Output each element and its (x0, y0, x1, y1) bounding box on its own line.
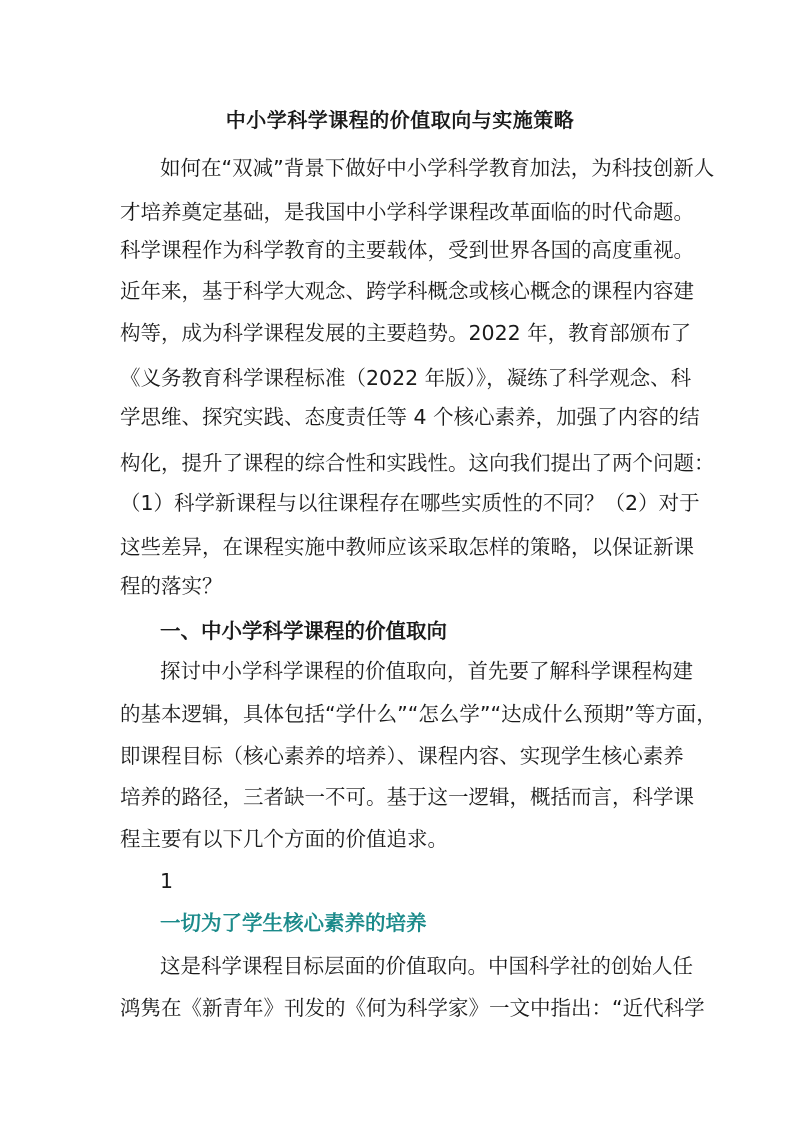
paragraph-line: 培养的路径，三者缺一不可。基于这一逻辑，概括而言，科学课 (120, 785, 694, 809)
paragraph-line: 探讨中小学科学课程的价值取向，首先要了解科学课程构建 (160, 659, 693, 683)
paragraph-line: 即课程目标（核心素养的培养）、课程内容、实现学生核心素养 (120, 744, 684, 768)
subsection-heading: 一切为了学生核心素养的培养 (160, 911, 427, 935)
paragraph-line: （1）科学新课程与以往课程存在哪些实质性的不同？（2）对于 (120, 491, 700, 515)
paragraph-line: 如何在“双减”背景下做好中小学科学教育加法，为科技创新人 (160, 156, 715, 180)
section-heading: 一、中小学科学课程的价值取向 (160, 619, 447, 643)
paragraph-line: 程主要有以下几个方面的价值追求。 (120, 827, 448, 851)
paragraph-line: 才培养奠定基础，是我国中小学科学课程改革面临的时代命题。 (120, 200, 694, 224)
paragraph-line: 这些差异，在课程实施中教师应该采取怎样的策略，以保证新课 (120, 535, 694, 559)
paragraph-line: 程的落实？ (120, 574, 223, 598)
paragraph-line: 这是科学课程目标层面的价值取向。中国科学社的创始人任 (160, 954, 693, 978)
paragraph-line: 近年来，基于科学大观念、跨学科概念或核心概念的课程内容建 (120, 279, 694, 303)
document-title: 中小学科学课程的价值取向与实施策略 (225, 108, 575, 132)
subsection-number: 1 (160, 869, 174, 893)
paragraph-line: 《义务教育科学课程标准（2022 年版）》，凝练了科学观念、科 (120, 366, 692, 390)
paragraph-line: 学思维、探究实践、态度责任等 4 个核心素养，加强了内容的结 (120, 405, 700, 429)
paragraph-line: 构化，提升了课程的综合性和实践性。这向我们提出了两个问题： (120, 451, 715, 475)
paragraph-line: 构等，成为科学课程发展的主要趋势。2022 年，教育部颁布了 (120, 321, 692, 345)
paragraph-line: 鸿隽在《新青年》刊发的《何为科学家》一文中指出：“近代科学 (120, 996, 705, 1020)
paragraph-line: 的基本逻辑，具体包括“学什么”“怎么学”“达成什么预期”等方面， (120, 702, 717, 726)
paragraph-line: 科学课程作为科学教育的主要载体，受到世界各国的高度重视。 (120, 238, 694, 262)
